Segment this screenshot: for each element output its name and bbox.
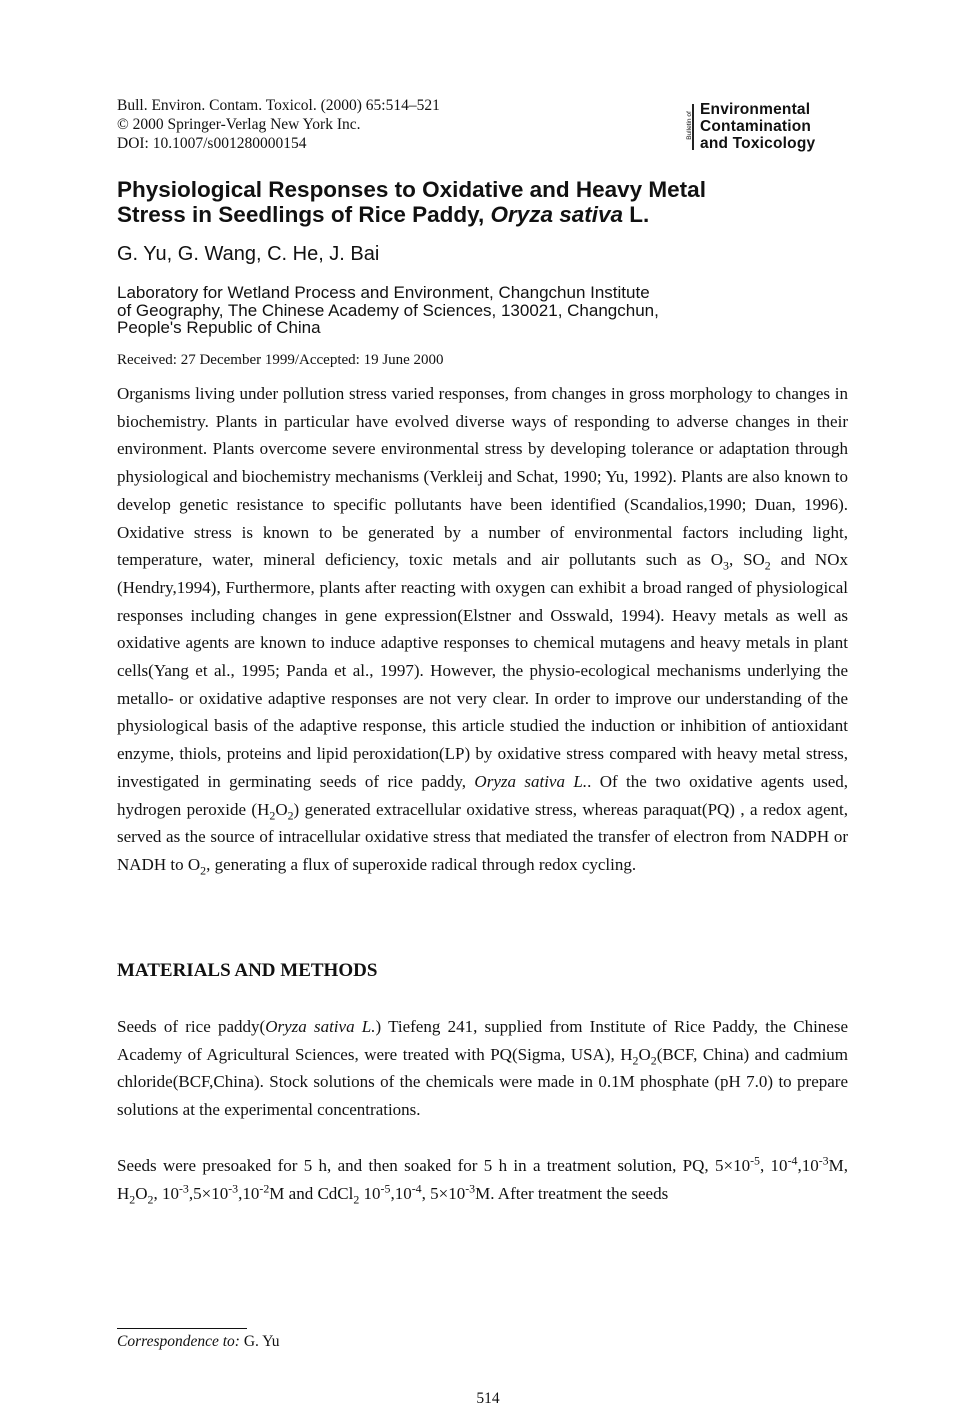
journal-logo-line2: Contamination bbox=[700, 118, 812, 135]
journal-logo-line3: and Toxicology bbox=[700, 135, 816, 152]
title-line-1: Physiological Responses to Oxidative and Heavy Metal bbox=[117, 177, 706, 202]
affiliation-line-1: Laboratory for Wetland Process and Environment, Changchun Institute bbox=[117, 283, 650, 302]
methods-paragraph-2: Seeds were presoaked for 5 h, and then soaked for 5 h in a treatment solution, PQ, $5\times 10^{-5}$, $10^{-4},10^{-3}M$, $H_2O_2$, $10^{-3},5\times 10^{-3},10^{-2}M$ and CdCl$_2$ $10^{-5},10^{-4}$, $5\times 10^{-3}M$. After treatment the seeds bbox=[117, 1153, 848, 1207]
citation-doi: DOI: 10.1007/s001280000154 bbox=[117, 135, 307, 152]
affiliation-line-3: People's Republic of China bbox=[117, 318, 321, 337]
page-number: 514 bbox=[476, 1390, 500, 1407]
section-heading-methods: MATERIALS AND METHODS bbox=[117, 960, 378, 981]
citation-block bbox=[117, 96, 440, 153]
title-species: Oryza sativa bbox=[490, 202, 624, 227]
methods-paragraph-1: Seeds of rice paddy(Oryza sativa L.) Tiefeng 241, supplied from Institute of Rice Paddy, the Chinese Academy of Agricultural Sciences, were treated with PQ(Sigma, USA), $H_2O_2(BCF$, China) and cadmium chloride(BCF,China). Stock solutions of the chemicals were made in 0.1M phosphate (pH 7.0) to prepare solutions at the experimental concentrations. bbox=[117, 1017, 848, 1120]
title-line-2-prefix: Stress in Seedlings of Rice Paddy, bbox=[117, 202, 491, 227]
title-line-2 bbox=[117, 202, 837, 227]
journal-logo-line1: Environmental bbox=[700, 101, 811, 118]
footnote-rule bbox=[117, 1328, 247, 1329]
footnote-name: G. Yu bbox=[239, 1333, 280, 1350]
citation-journal: Bull. Environ. Contam. Toxicol. (2000) 65:514–521 bbox=[117, 97, 440, 114]
title-line-2-suffix: L. bbox=[623, 202, 650, 227]
journal-logo bbox=[685, 101, 868, 152]
affiliation bbox=[117, 284, 817, 337]
journal-logo-side-text: Bulletin of bbox=[685, 111, 693, 140]
paper-title bbox=[117, 177, 837, 227]
authors: G. Yu, G. Wang, C. He, J. Bai bbox=[117, 243, 380, 265]
intro-paragraph: Organisms living under pollution stress varied responses, from changes in gross morphology to changes in biochemistry. Plants in particular have evolved diverse ways of responding to adverse changes in their environment. Plants overcome severe environmental stress by developing tolerance or adaptation through physiological and biochemistry mechanisms (Verkleij and Schat, 1990; Yu, 1992). Plants are also known to develop genetic resistance to specific pollutants have been identified (Scandalios,1990; Duan, 1996). Oxidative stress is known to be generated by a number of environmental factors including light, temperature, water, mineral deficiency, toxic metals and air pollutants such as $O_3$, $SO_2$ and NOx (Hendry,1994), Furthermore, plants after reacting with oxygen can exhibit a broad ranged of physiological responses including changes in gene expression(Elstner and Osswald, 1994). Heavy metals as well as oxidative agents are known to induce adaptive responses to chemical mutagens and heavy metals in plant cells(Yang et al., 1995; Panda et al., 1997). However, the physio-ecological mechanisms underlying the metallo- or oxidative adaptive responses are not very clear. In order to improve our understanding of the physiological basis of the adaptive response, this article studied the induction or inhibition of antioxidant enzyme, thiols, proteins and lipid peroxidation(LP) by oxidative stress compared with heavy metal stress, investigated in germinating seeds of rice paddy, Oryza sativa L.. Of the two oxidative agents used, hydrogen peroxide $(H_2O_2)$ generated extracellular oxidative stress, whereas paraquat(PQ) , a redox agent, served as the source of intracellular oxidative stress that mediated the transfer of electron from NADPH or NADH to $O_2$, generating a flux of superoxide radical through redox cycling. bbox=[117, 384, 848, 878]
citation-copyright: © 2000 Springer-Verlag New York Inc. bbox=[117, 116, 361, 133]
footnote-label: Correspondence to: bbox=[117, 1333, 240, 1350]
received-dates: Received: 27 December 1999/Accepted: 19 June 2000 bbox=[117, 352, 444, 368]
correspondence-footnote bbox=[117, 1333, 279, 1351]
affiliation-line-2: of Geography, The Chinese Academy of Sciences, 130021, Changchun, bbox=[117, 300, 659, 320]
